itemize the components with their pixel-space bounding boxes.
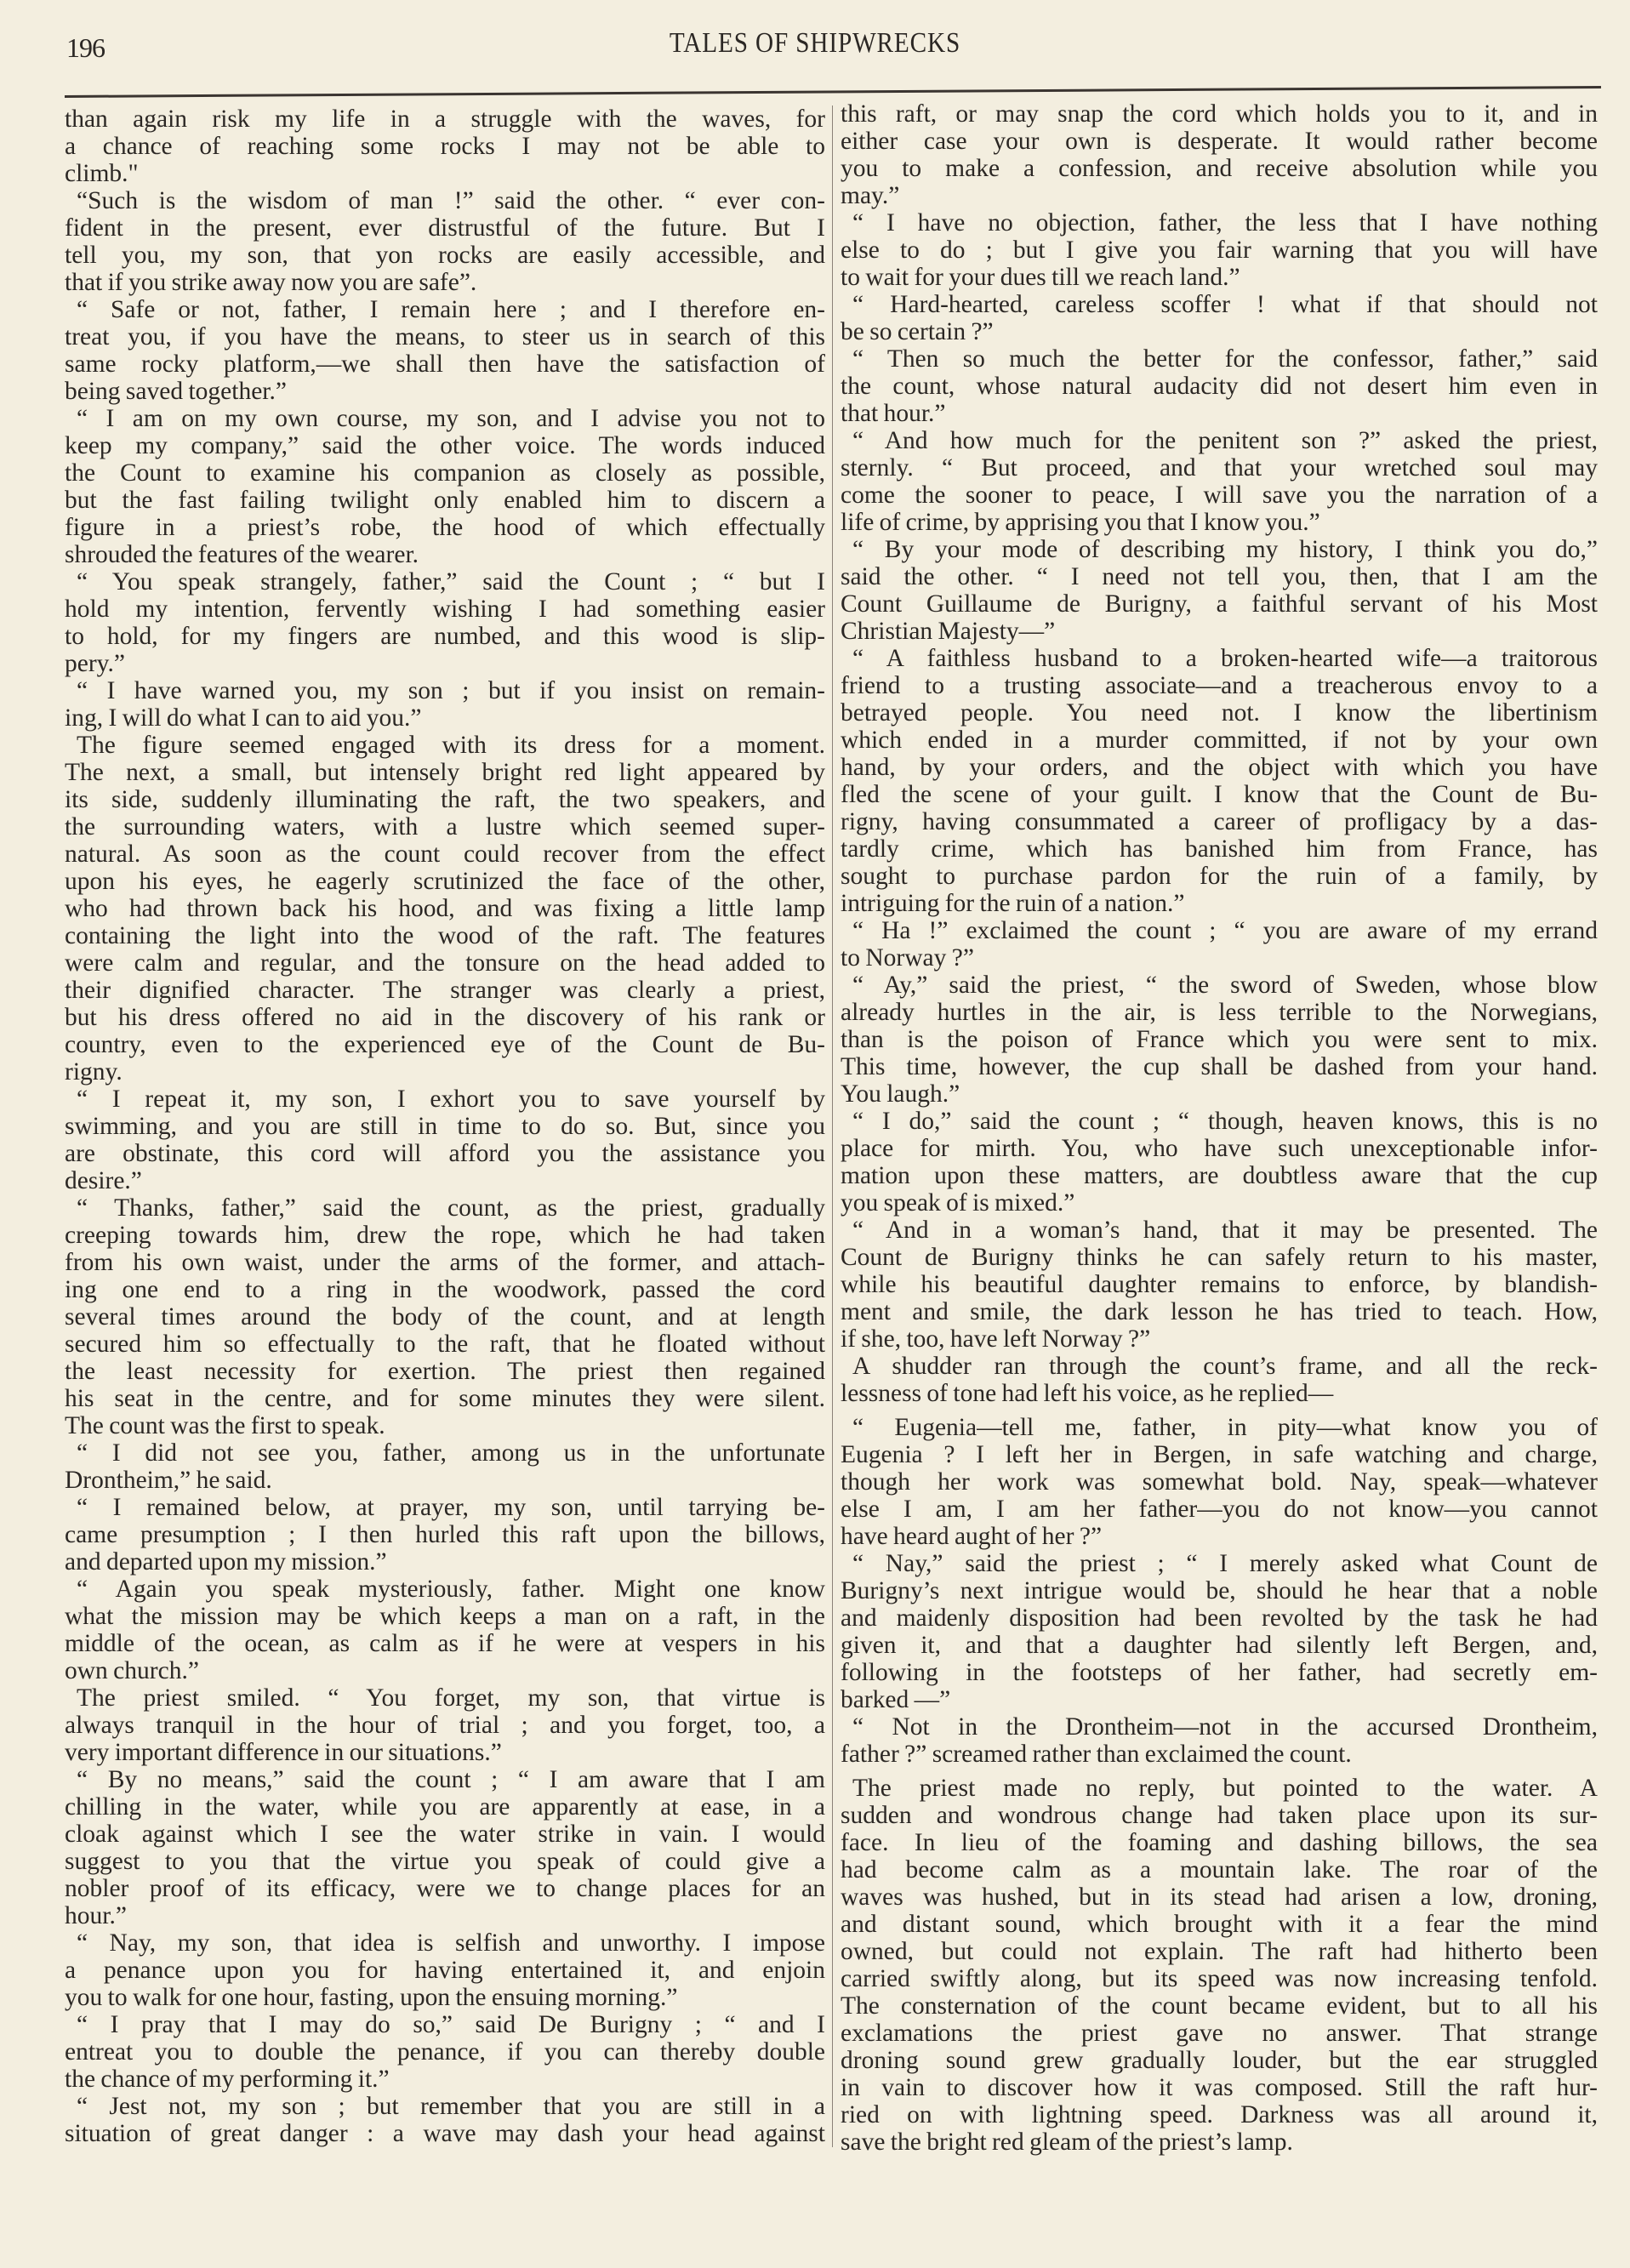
- text-line: who had thrown back his hood, and was fixing a little lamp: [65, 895, 825, 922]
- text-line: nobler proof of its efficacy, were we to change places for an: [65, 1875, 825, 1902]
- text-line: came presumption ; I then hurled this raft upon the billows,: [65, 1521, 825, 1548]
- text-line: that hour.”: [841, 400, 946, 427]
- left-column: [65, 105, 825, 2147]
- text-line: keep my company,” said the other voice. The words induced: [65, 432, 825, 459]
- text-line: that if you strike away now you are safe”.: [65, 269, 477, 296]
- text-line: this raft, or may snap the cord which holds you to it, and in: [841, 100, 1598, 128]
- text-line: pery.”: [65, 650, 125, 677]
- text-line: Count de Burigny thinks he can safely return to his master,: [841, 1244, 1598, 1271]
- paragraph: [841, 1775, 1598, 2156]
- text-line: “ A faithless husband to a broken-hearted wife—a traitorous: [852, 645, 1598, 672]
- text-line: “ Thanks, father,” said the count, as the priest, gradually: [77, 1194, 825, 1222]
- text-line: creeping towards him, drew the rope, which he had taken: [65, 1222, 825, 1249]
- text-line: hold my intention, fervently wishing I had something easier: [65, 595, 825, 623]
- paragraph: [65, 2093, 825, 2147]
- paragraph: [841, 972, 1598, 1108]
- text-line: fled the scene of your guilt. I know that the Count de Bu-: [841, 781, 1598, 808]
- text-line: you speak of is mixed.”: [841, 1189, 1075, 1217]
- text-line: The priest smiled. “ You forget, my son, that virtue is: [77, 1684, 825, 1712]
- text-line: own church.”: [65, 1657, 199, 1684]
- text-line: “ Then so much the better for the confessor, father,” said: [852, 345, 1598, 373]
- text-line: Eugenia ? I left her in Bergen, in safe watching and charge,: [841, 1441, 1598, 1468]
- right-column: [841, 100, 1598, 2156]
- text-line: sudden and wondrous change had taken place upon its sur-: [841, 1802, 1598, 1829]
- text-line: “ I am on my own course, my son, and I advise you not to: [77, 405, 825, 432]
- text-line: containing the light into the wood of the raft. The features: [65, 922, 825, 949]
- text-line: though her work was somewhat bold. Nay, speak—whatever: [841, 1468, 1598, 1496]
- text-line: cloak against which I see the water strike in vain. I would: [65, 1821, 825, 1848]
- text-line: rigny.: [65, 1058, 123, 1086]
- paragraph: [65, 1086, 825, 1194]
- text-line: “Such is the wisdom of man !” said the other. “ ever con-: [77, 187, 825, 214]
- text-line: its side, suddenly illuminating the raft, the two speakers, and: [65, 786, 825, 813]
- text-line: the count, whose natural audacity did not desert him even in: [841, 373, 1598, 400]
- page-number: 196: [66, 32, 105, 63]
- text-line: ried on with lightning speed. Darkness was all around it,: [841, 2101, 1598, 2128]
- text-line: his seat in the centre, and for some minutes they were silent.: [65, 1385, 825, 1412]
- paragraph: [65, 1494, 825, 1576]
- paragraph: [65, 677, 825, 732]
- text-line: “ I did not see you, father, among us in the unfortunate: [77, 1439, 825, 1467]
- text-line: in vain to discover how it was composed. Still the raft hur-: [841, 2074, 1598, 2101]
- paragraph: [65, 187, 825, 296]
- text-line: country, even to the experienced eye of the Count de Bu-: [65, 1031, 825, 1058]
- text-line: A shudder ran through the count’s frame, and all the reck-: [852, 1353, 1598, 1380]
- text-line: than is the poison of France which you were sent to mix.: [841, 1026, 1598, 1053]
- text-line: tardly crime, which has banished him from France, has: [841, 835, 1598, 863]
- text-line: mation upon these matters, are doubtless aware that the cup: [841, 1162, 1598, 1189]
- text-line: already hurtles in the air, is less terrible to the Norwegians,: [841, 999, 1598, 1026]
- text-line: were calm and regular, and the tonsure on the head added to: [65, 949, 825, 977]
- text-line: said the other. “ I need not tell you, then, that I am the: [841, 563, 1598, 590]
- text-line: either case your own is desperate. It would rather become: [841, 128, 1598, 155]
- text-line: given it, and that a daughter had silently left Bergen, and,: [841, 1632, 1598, 1659]
- text-line: ing, I will do what I can to aid you.”: [65, 704, 422, 732]
- text-line: if she, too, have left Norway ?”: [841, 1325, 1151, 1353]
- text-line: entreat you to double the penance, if you can thereby double: [65, 2038, 825, 2066]
- text-line: but his dress offered no aid in the discovery of his rank or: [65, 1004, 825, 1031]
- paragraph: [841, 1550, 1598, 1713]
- paragraph: [841, 645, 1598, 917]
- text-line: ment and smile, the dark lesson he has tried to teach. How,: [841, 1298, 1598, 1325]
- text-line: upon his eyes, he eagerly scrutinized the face of the other,: [65, 868, 825, 895]
- text-line: “ By no means,” said the count ; “ I am aware that I am: [77, 1766, 825, 1793]
- text-line: “ Nay,” said the priest ; “ I merely asked what Count de: [852, 1550, 1598, 1577]
- paragraph: [841, 1713, 1598, 1768]
- text-line: betrayed people. You need not. I know the libertinism: [841, 699, 1598, 727]
- text-line: The consternation of the count became evident, but to all his: [841, 1992, 1598, 2020]
- text-line: sternly. “ But proceed, and that your wretched soul may: [841, 454, 1598, 482]
- paragraph: [65, 1576, 825, 1684]
- text-line: the chance of my performing it.”: [65, 2066, 390, 2093]
- text-line: Burigny’s next intrigue would be, should he hear that a noble: [841, 1577, 1598, 1604]
- text-line: than again risk my life in a struggle with the waves, for: [65, 105, 825, 133]
- text-line: father ?” screamed rather than exclaimed the count.: [841, 1741, 1352, 1768]
- text-line: to hold, for my fingers are numbed, and this wood is slip-: [65, 623, 825, 650]
- text-line: to Norway ?”: [841, 944, 974, 972]
- text-line: Drontheim,” he said.: [65, 1467, 272, 1494]
- text-line: to wait for your dues till we reach land.”: [841, 264, 1240, 291]
- text-line: droning sound grew gradually louder, but the ear struggled: [841, 2047, 1598, 2074]
- text-line: a penance upon you for having entertained it, and enjoin: [65, 1957, 825, 1984]
- text-line: tell you, my son, that yon rocks are easily accessible, and: [65, 242, 825, 269]
- text-line: exclamations the priest gave no answer. That strange: [841, 2020, 1598, 2047]
- text-line: You laugh.”: [841, 1080, 960, 1108]
- text-line: same rocky platform,—we shall then have the satisfaction of: [65, 350, 825, 378]
- text-line: are obstinate, this cord will afford you the assistance you: [65, 1140, 825, 1167]
- text-line: “ And how much for the penitent son ?” asked the priest,: [852, 427, 1598, 454]
- paragraph: [65, 405, 825, 568]
- text-line: “ Again you speak mysteriously, father. Might one know: [77, 1576, 825, 1603]
- text-line: a chance of reaching some rocks I may not be able to: [65, 133, 825, 160]
- paragraph: [841, 209, 1598, 291]
- paragraph: [841, 427, 1598, 536]
- text-line: situation of great danger : a wave may dash your head against: [65, 2120, 825, 2147]
- text-line: “ I remained below, at prayer, my son, until tarrying be-: [77, 1494, 825, 1521]
- header-rule: [65, 86, 1601, 98]
- paragraph: [841, 1414, 1598, 1550]
- text-line: following in the footsteps of her father, had secretly em-: [841, 1659, 1598, 1686]
- text-line: This time, however, the cup shall be dashed from your hand.: [841, 1053, 1598, 1080]
- text-line: “ And in a woman’s hand, that it may be presented. The: [852, 1217, 1598, 1244]
- text-line: be so certain ?”: [841, 318, 994, 345]
- text-line: swimming, and you are still in time to do so. But, since you: [65, 1113, 825, 1140]
- paragraph: [841, 291, 1598, 345]
- text-line: ing one end to a ring in the woodwork, passed the cord: [65, 1276, 825, 1303]
- text-line: may.”: [841, 182, 900, 209]
- paragraph: [65, 568, 825, 677]
- text-line: which ended in a murder committed, if not by your own: [841, 727, 1598, 754]
- text-line: “ Hard-hearted, careless scoffer ! what if that should not: [852, 291, 1598, 318]
- text-line: “ I do,” said the count ; “ though, heaven knows, this is no: [852, 1108, 1598, 1135]
- text-line: face. In lieu of the foaming and dashing billows, the sea: [841, 1829, 1598, 1856]
- text-line: shrouded the features of the wearer.: [65, 541, 419, 568]
- text-line: The next, a small, but intensely bright red light appeared by: [65, 759, 825, 786]
- column-rule: [832, 105, 833, 2147]
- text-line: hand, by your orders, and the object with which you have: [841, 754, 1598, 781]
- text-line: intriguing for the ruin of a nation.”: [841, 890, 1185, 917]
- text-line: The figure seemed engaged with its dress for a moment.: [77, 732, 825, 759]
- text-line: but the fast failing twilight only enabled him to discern a: [65, 487, 825, 514]
- text-line: and departed upon my mission.”: [65, 1548, 387, 1576]
- paragraph: [65, 1766, 825, 1929]
- paragraph: [65, 732, 825, 1086]
- text-line: figure in a priest’s robe, the hood of which effectually: [65, 514, 825, 541]
- paragraph: [65, 296, 825, 405]
- text-line: their dignified character. The stranger was clearly a priest,: [65, 977, 825, 1004]
- text-line: the Count to examine his companion as closely as possible,: [65, 459, 825, 487]
- text-line: The count was the first to speak.: [65, 1412, 385, 1439]
- paragraph: [841, 917, 1598, 972]
- text-line: the least necessity for exertion. The priest then regained: [65, 1358, 825, 1385]
- text-line: carried swiftly along, but its speed was now increasing tenfold.: [841, 1965, 1598, 1992]
- text-line: sought to purchase pardon for the ruin of a family, by: [841, 863, 1598, 890]
- text-line: climb.": [65, 160, 139, 187]
- text-line: “ Eugenia—tell me, father, in pity—what know you of: [852, 1414, 1598, 1441]
- text-line: treat you, if you have the means, to steer us in search of this: [65, 323, 825, 350]
- text-line: middle of the ocean, as calm as if he were at vespers in his: [65, 1630, 825, 1657]
- text-line: life of crime, by apprising you that I know you.”: [841, 509, 1320, 536]
- text-line: “ By your mode of describing my history, I think you do,”: [852, 536, 1598, 563]
- text-line: being saved together.”: [65, 378, 287, 405]
- paragraph: [841, 1108, 1598, 1217]
- text-line: very important difference in our situations.”: [65, 1739, 502, 1766]
- text-line: else to do ; but I give you fair warning that you will have: [841, 236, 1598, 264]
- paragraph: [65, 1439, 825, 1494]
- paragraph: [841, 536, 1598, 645]
- text-line: “ You speak strangely, father,” said the Count ; “ but I: [77, 568, 825, 595]
- text-line: Count Guillaume de Burigny, a faithful servant of his Most: [841, 590, 1598, 618]
- running-head: TALES OF SHIPWRECKS: [669, 27, 961, 59]
- text-line: “ I have warned you, my son ; but if you insist on remain-: [77, 677, 825, 704]
- text-line: the surrounding waters, with a lustre which seemed super-: [65, 813, 825, 841]
- text-line: several times around the body of the count, and at length: [65, 1303, 825, 1331]
- paragraph: [65, 1684, 825, 1766]
- text-line: rigny, having consummated a career of profligacy by a das-: [841, 808, 1598, 835]
- text-line: place for mirth. You, who have such unexceptionable infor-: [841, 1135, 1598, 1162]
- text-line: you to walk for one hour, fasting, upon the ensuing morning.”: [65, 1984, 678, 2011]
- text-line: save the bright red gleam of the priest’s lamp.: [841, 2128, 1293, 2156]
- text-line: had become calm as a mountain lake. The roar of the: [841, 1856, 1598, 1883]
- paragraph: [841, 100, 1598, 209]
- text-line: fident in the present, ever distrustful of the future. But I: [65, 214, 825, 242]
- text-line: and distant sound, which brought with it a fear the mind: [841, 1911, 1598, 1938]
- text-line: “ I repeat it, my son, I exhort you to save yourself by: [77, 1086, 825, 1113]
- text-line: “ I pray that I may do so,” said De Burigny ; “ and I: [77, 2011, 825, 2038]
- text-line: “ Jest not, my son ; but remember that you are still in a: [77, 2093, 825, 2120]
- paragraph: [65, 1929, 825, 2011]
- text-line: hour.”: [65, 1902, 127, 1929]
- text-line: “ Nay, my son, that idea is selfish and unworthy. I impose: [77, 1929, 825, 1957]
- text-line: from his own waist, under the arms of the former, and attach-: [65, 1249, 825, 1276]
- text-line: “ Ay,” said the priest, “ the sword of Sweden, whose blow: [852, 972, 1598, 999]
- text-line: natural. As soon as the count could recover from the effect: [65, 841, 825, 868]
- text-line: you to make a confession, and receive absolution while you: [841, 155, 1598, 182]
- text-line: “ Not in the Drontheim—not in the accursed Drontheim,: [852, 1713, 1598, 1741]
- text-line: suggest to you that the virtue you speak of could give a: [65, 1848, 825, 1875]
- text-line: while his beautiful daughter remains to enforce, by blandish-: [841, 1271, 1598, 1298]
- text-line: secured him so effectually to the raft, that he floated without: [65, 1331, 825, 1358]
- text-line: what the mission may be which keeps a man on a raft, in the: [65, 1603, 825, 1630]
- text-line: barked —”: [841, 1686, 951, 1713]
- text-line: friend to a trusting associate—and a treacherous envoy to a: [841, 672, 1598, 699]
- text-line: always tranquil in the hour of trial ; and you forget, too, a: [65, 1712, 825, 1739]
- text-line: “ Safe or not, father, I remain here ; and I therefore en-: [77, 296, 825, 323]
- paragraph: [65, 2011, 825, 2093]
- text-line: come the sooner to peace, I will save you the narration of a: [841, 482, 1598, 509]
- paragraph: [841, 345, 1598, 427]
- paragraph: [65, 105, 825, 187]
- paragraph: [841, 1353, 1598, 1407]
- text-line: chilling in the water, while you are apparently at ease, in a: [65, 1793, 825, 1821]
- text-line: and maidenly disposition had been revolted by the task he had: [841, 1604, 1598, 1632]
- text-line: lessness of tone had left his voice, as he replied—: [841, 1380, 1334, 1407]
- text-line: waves was hushed, but in its stead had arisen a low, droning,: [841, 1883, 1598, 1911]
- text-line: desire.”: [65, 1167, 142, 1194]
- paragraph: [65, 1194, 825, 1439]
- text-line: “ Ha !” exclaimed the count ; “ you are aware of my errand: [852, 917, 1598, 944]
- paragraph: [841, 1217, 1598, 1353]
- text-line: have heard aught of her ?”: [841, 1523, 1103, 1550]
- text-line: Christian Majesty—”: [841, 618, 1056, 645]
- text-line: owned, but could not explain. The raft had hitherto been: [841, 1938, 1598, 1965]
- text-line: else I am, I am her father—you do not know—you cannot: [841, 1496, 1598, 1523]
- text-line: The priest made no reply, but pointed to the water. A: [852, 1775, 1598, 1802]
- text-line: “ I have no objection, father, the less that I have nothing: [852, 209, 1598, 236]
